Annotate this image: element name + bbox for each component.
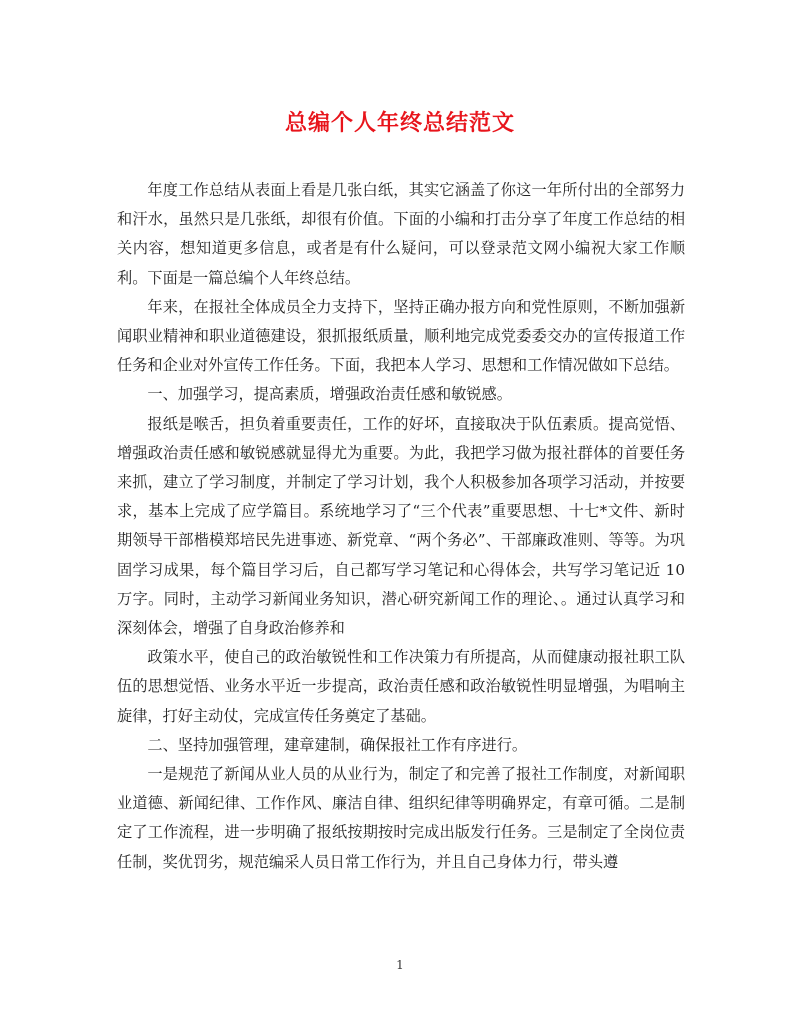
paragraph-study-continued: 政策水平，使自己的政治敏锐性和工作决策力有所提高，从而健康动报社职工队伍的思想觉悟、业务水平近一步提高，政治责任感和政治敏锐性明显增强，为唱响主旋律，打好主动仗，完成宣传任务奠定了基础。 bbox=[117, 648, 685, 725]
section-heading-2: 二、坚持加强管理，建章建制，确保报社工作有序进行。 bbox=[147, 735, 528, 754]
paragraph-management: 一是规范了新闻从业人员的从业行为，制定了和完善了报社工作制度，对新闻职业道德、新闻纪律、工作作风、廉洁自律、组织纪律等明确界定，有章可循。二是制定了工作流程，进一步明确了报纸按期按时完成出版发行任务。三是制定了全岗位责任制，奖优罚劣，规范编采人员日常工作行为，并且自己身体力行，带头遵 bbox=[117, 765, 685, 871]
paragraph-overview: 年来，在报社全体成员全力支持下，坚持正确办报方向和党性原则，不断加强新闻职业精神和职业道德建设，狠抓报纸质量，顺利地完成党委委交办的宣传报道工作任务和企业对外宣传工作任务。下面，我把本人学习、思想和工作情况做如下总结。 bbox=[117, 297, 685, 375]
section-heading-1: 一、加强学习，提高素质，增强政治责任感和敏锐感。 bbox=[147, 385, 512, 404]
page-number: 1 bbox=[396, 958, 404, 972]
document-title: 总编个人年终总结范文 bbox=[284, 110, 515, 136]
paragraph-study: 报纸是喉舌，担负着重要责任，工作的好坏，直接取决于队伍素质。提高觉悟、增强政治责任感和敏锐感就显得尤为重要。为此，我把学习做为报社群体的首要任务来抓，建立了学习制度，并制定了学习计划，我个人积极参加各项学习活动，并按要求，基本上完成了应学篇目。系统地学习了“三个代表”重要思想、十七*文件、新时期领导干部楷模郑培民先进事迹、新党章、“两个务必”、干部廉政准则、等等。为巩固学习成果，每个篇目学习后，自己都写学习笔记和心得体会，共写学习笔记近 10 万字。同时，主动学习新闻业务知识，潜心研究新闻工作的理论、。通过认真学习和深刻体会，增强了自身政治修养和 bbox=[117, 414, 685, 638]
paragraph-intro: 年度工作总结从表面上看是几张白纸，其实它涵盖了你这一年所付出的全部努力和汗水，虽然只是几张纸，却很有价值。下面的小编和打击分享了年度工作总结的相关内容，想知道更多信息，或者是有什么疑问，可以登录范文网小编祝大家工作顺利。下面是一篇总编个人年终总结。 bbox=[117, 181, 685, 287]
document-body bbox=[117, 176, 685, 877]
